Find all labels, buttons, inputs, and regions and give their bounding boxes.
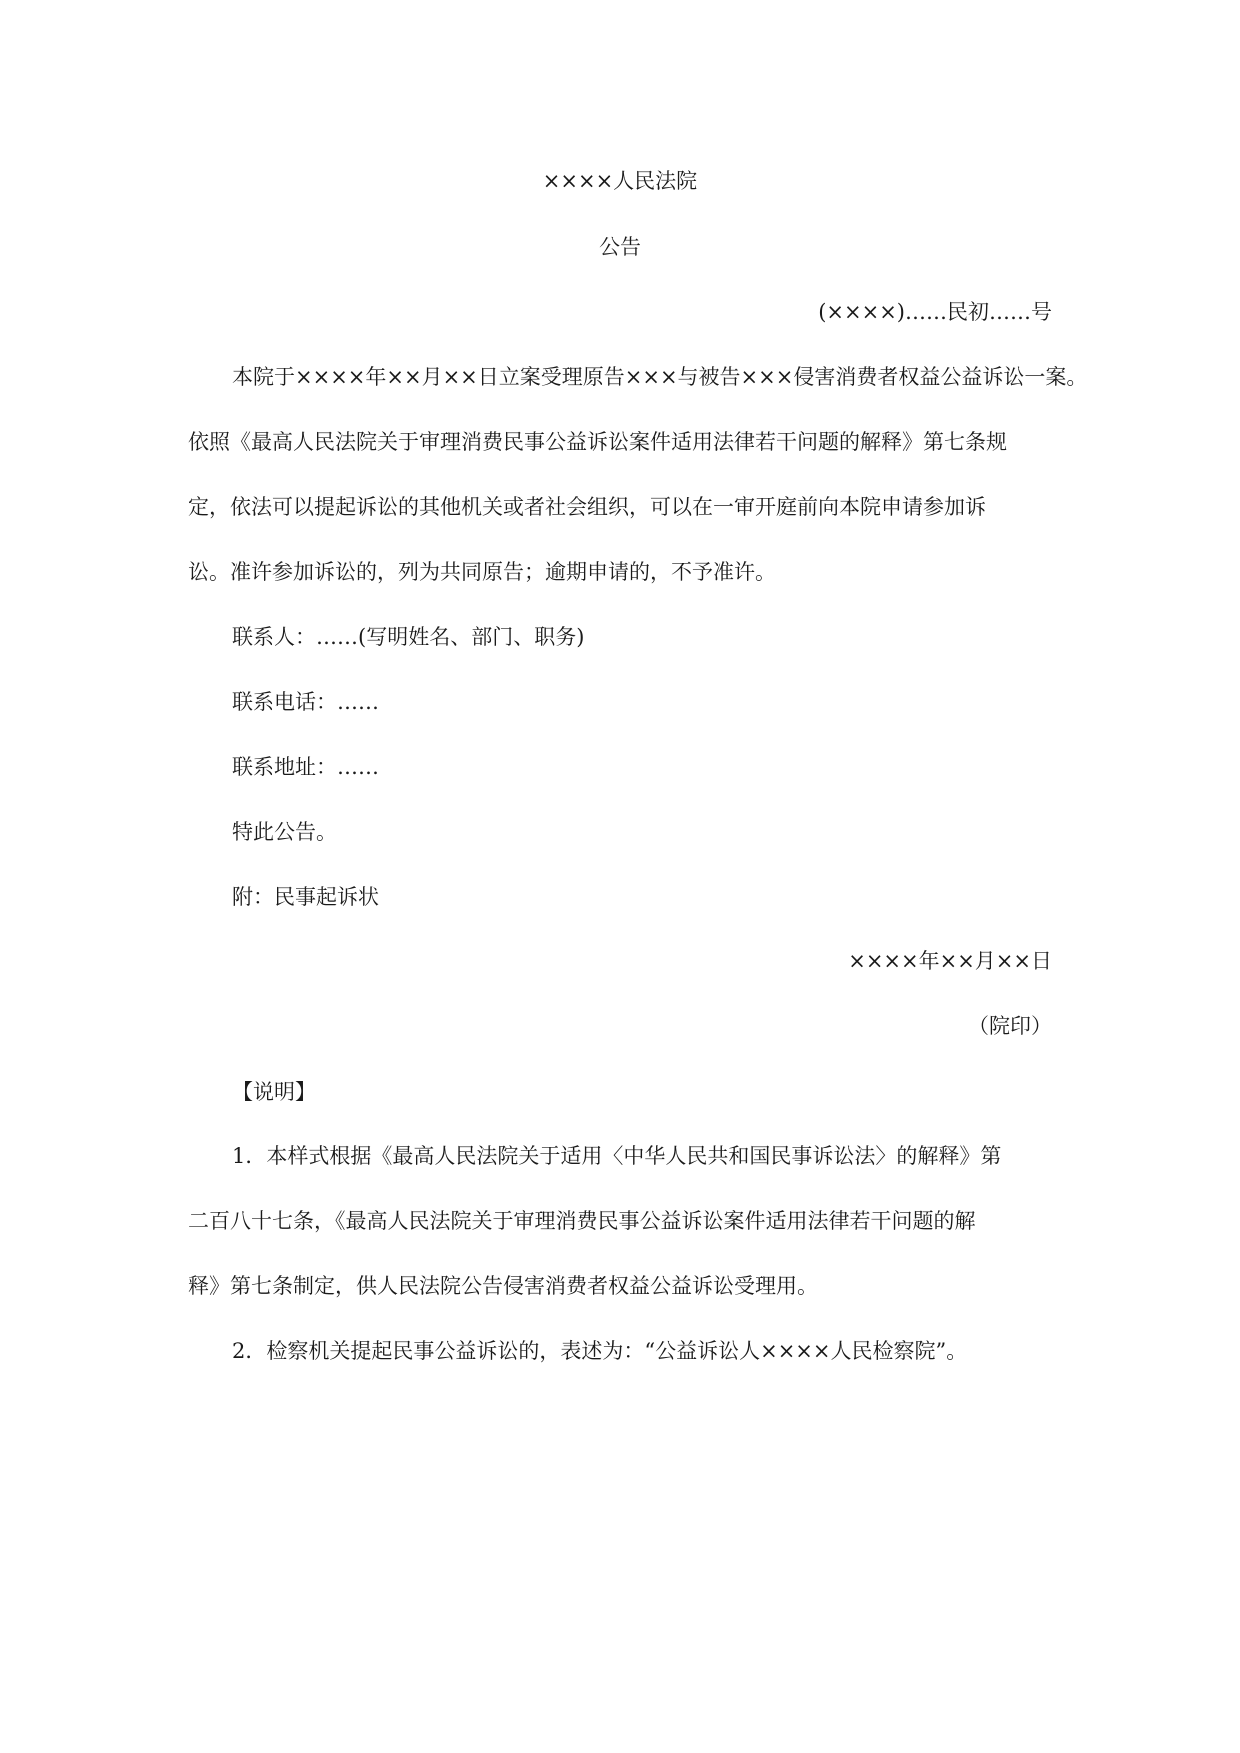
attachment-line: 附：民事起诉状 [232,885,379,909]
body-paragraph-line: 依照《最高人民法院关于审理消费民事公益诉讼案件适用法律若干问题的解释》第七条规 [188,430,1007,454]
body-paragraph-line: 定，依法可以提起诉讼的其他机关或者社会组织，可以在一审开庭前向本院申请参加诉 [188,495,986,519]
document-title: 公告 [599,235,641,259]
contact-person: 联系人：……(写明姓名、部门、职务) [232,625,585,649]
contact-address: 联系地址：…… [232,755,379,779]
case-number: (××××)……民初……号 [818,300,1052,324]
note-line: 1．本样式根据《最高人民法院关于适用〈中华人民共和国民事诉讼法〉的解释》第 [232,1144,1002,1168]
body-paragraph-line: 本院于××××年××月××日立案受理原告×××与被告×××侵害消费者权益公益诉讼一案。 [232,365,1088,389]
document-date: ××××年××月××日 [848,949,1052,973]
notes-heading: 【说明】 [232,1080,316,1104]
note-line: 二百八十七条，《最高人民法院关于审理消费民事公益诉讼案件适用法律若干问题的解 [188,1209,976,1233]
court-name: ××××人民法院 [542,169,698,193]
closing-statement: 特此公告。 [232,820,337,844]
body-paragraph-line: 讼。准许参加诉讼的，列为共同原告；逾期申请的，不予准许。 [188,560,776,584]
note-line: 2．检察机关提起民事公益诉讼的，表述为：“公益诉讼人××××人民检察院”。 [232,1339,968,1363]
contact-phone: 联系电话：…… [232,690,379,714]
court-seal-placeholder: （院印） [968,1014,1052,1038]
note-line: 释》第七条制定，供人民法院公告侵害消费者权益公益诉讼受理用。 [188,1274,818,1298]
